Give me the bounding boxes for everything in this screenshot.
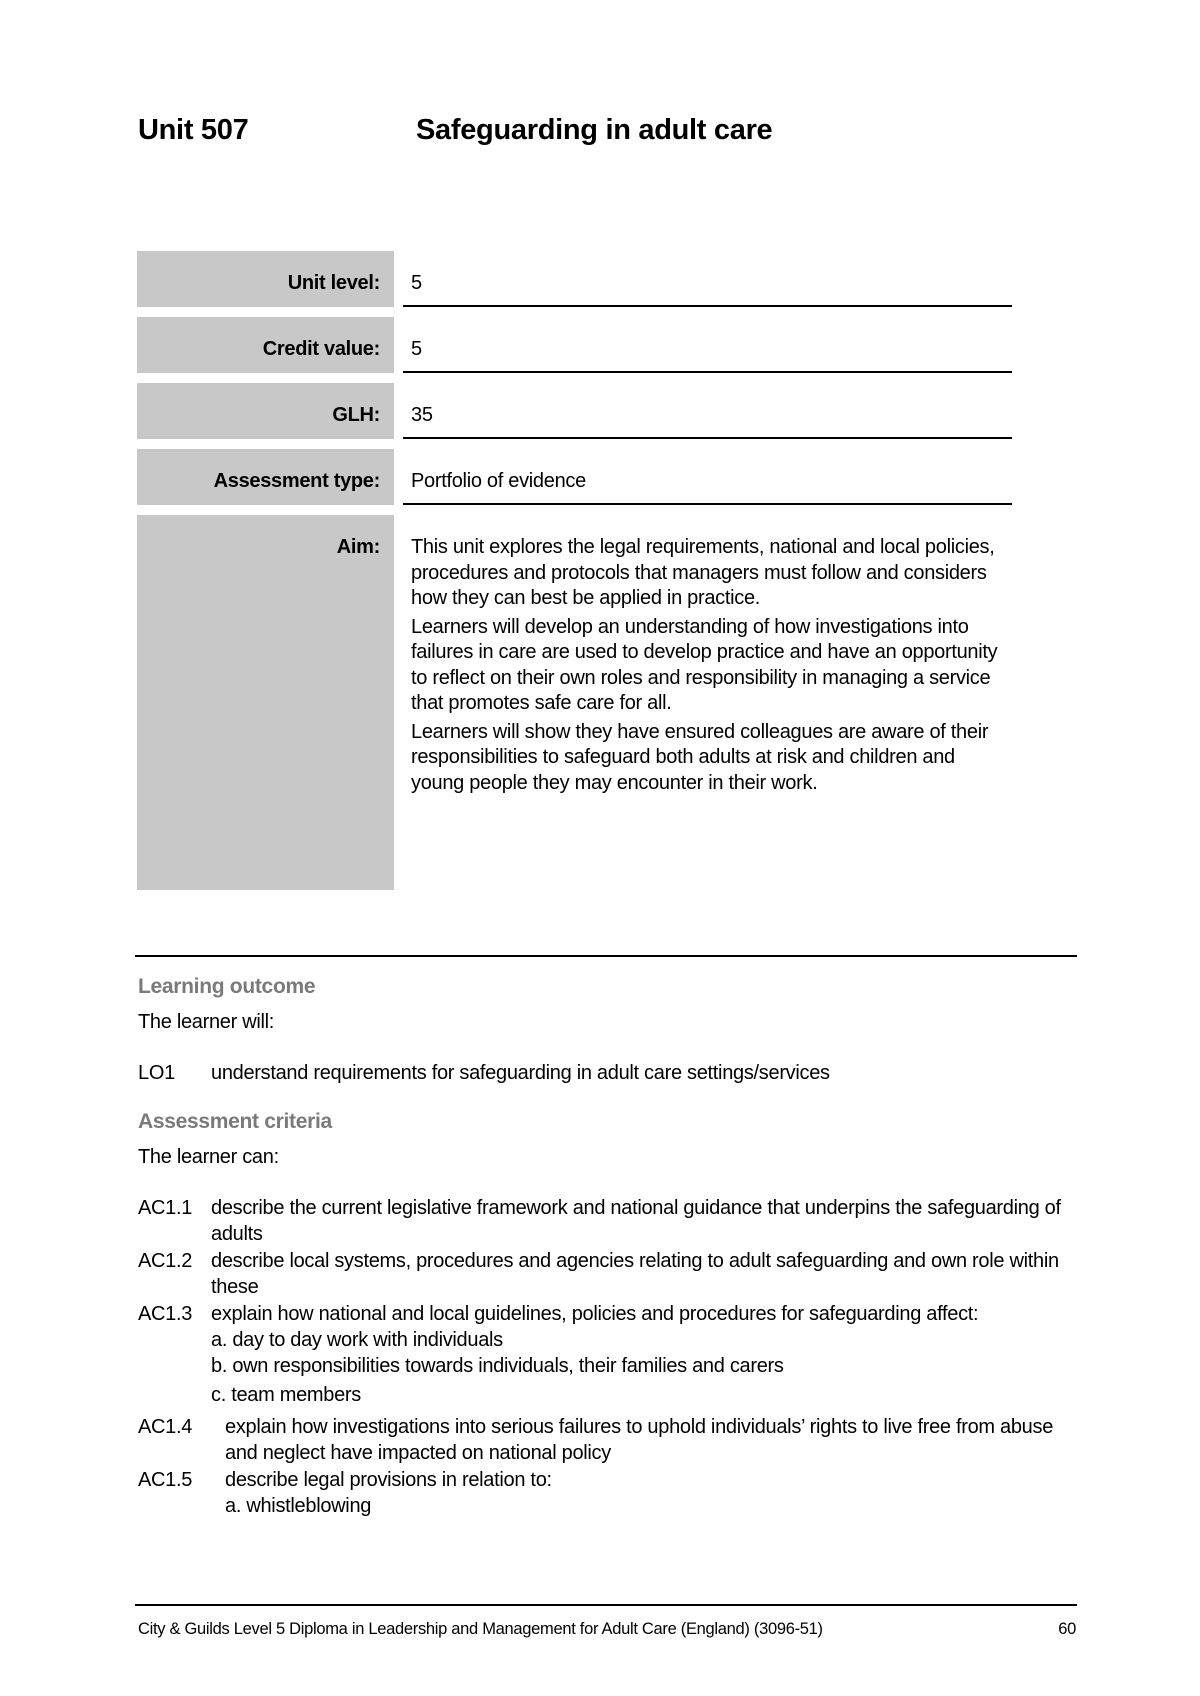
unit-info-table: [137, 251, 1012, 900]
unit-number: Unit 507: [138, 114, 249, 146]
page-number: 60: [1058, 1620, 1076, 1638]
learning-outcome-item: [138, 1062, 1068, 1085]
unit-level-value: 5: [403, 251, 1012, 307]
aim-paragraph: This unit explores the legal requirements, national and local policies, procedures and protocols that managers must follow and considers how they can best be applied in practice.: [411, 536, 995, 609]
criterion-sub-list: [225, 1494, 1078, 1520]
aim-row: [137, 515, 1012, 890]
criterion-text: describe local systems, procedures and agencies relating to adult safeguarding and own role within these: [211, 1250, 1059, 1298]
aim-label: Aim:: [137, 515, 394, 890]
learning-outcome-intro: The learner will:: [138, 1011, 275, 1033]
criterion-code: AC1.3: [138, 1303, 193, 1325]
aim-paragraph: Learners will develop an understanding of how investigations into failures in care are used to develop practice and have an opportunity to reflect on their own roles and responsibility in managing a service that promotes safe care for all.: [411, 615, 998, 714]
assessment-type-value: Portfolio of evidence: [403, 449, 1012, 505]
aim-paragraph: Learners will show they have ensured colleagues are aware of their responsibilities to safeguard both adults at risk and children and young people they may encounter in their work.: [411, 720, 989, 794]
aim-text: [403, 515, 1012, 890]
criterion-code: AC1.4: [138, 1416, 193, 1438]
glh-row: [137, 383, 1012, 439]
glh-label: GLH:: [137, 383, 394, 439]
credit-value-row: [137, 317, 1012, 373]
unit-level-label: Unit level:: [137, 251, 394, 307]
criterion-text: describe the current legislative framework and national guidance that underpins the safeguarding of adults: [211, 1197, 1061, 1245]
unit-heading: [138, 114, 958, 154]
credit-value-label: Credit value:: [137, 317, 394, 373]
criterion-sub-item: c. team members: [211, 1383, 361, 1406]
unit-title: Safeguarding in adult care: [416, 114, 773, 146]
assessment-type-label: Assessment type:: [137, 449, 394, 505]
assessment-criteria-intro: The learner can:: [138, 1146, 279, 1168]
footer-divider: [135, 1604, 1077, 1606]
criterion-text: describe legal provisions in relation to:: [225, 1469, 552, 1491]
criterion-code: AC1.2: [138, 1250, 193, 1272]
learning-outcome-heading: Learning outcome: [138, 975, 316, 998]
credit-value-value: 5: [403, 317, 1012, 373]
page-footer: [138, 1620, 1076, 1639]
criterion-item: [138, 1302, 1078, 1409]
criterion-sub-list: [211, 1328, 1078, 1409]
criterion-item: [138, 1196, 1078, 1247]
criterion-sub-item: b. own responsibilities towards individuals, their families and carers: [211, 1355, 784, 1377]
assessment-criteria-heading: Assessment criteria: [138, 1110, 332, 1133]
section-divider: [135, 955, 1077, 957]
criterion-sub-item: a. day to day work with individuals: [211, 1328, 503, 1351]
criterion-item: [138, 1415, 1078, 1466]
criterion-item: [138, 1468, 1078, 1520]
unit-level-row: [137, 251, 1012, 307]
assessment-criteria-list: [138, 1196, 1078, 1522]
criterion-text: explain how investigations into serious failures to uphold individuals’ rights to live free from abuse and neglect have impacted on national policy: [225, 1416, 1054, 1464]
criterion-code: AC1.1: [138, 1197, 193, 1219]
criterion-sub-item: a. whistleblowing: [225, 1494, 372, 1517]
learning-outcome-code: LO1: [138, 1062, 175, 1084]
glh-value: 35: [403, 383, 1012, 439]
learning-outcome-text: understand requirements for safeguarding in adult care settings/services: [211, 1062, 830, 1084]
assessment-type-row: [137, 449, 1012, 505]
criterion-item: [138, 1249, 1078, 1300]
footer-text: City & Guilds Level 5 Diploma in Leadership and Management for Adult Care (England) (3096-51): [138, 1620, 823, 1638]
criterion-text: explain how national and local guidelines, policies and procedures for safeguarding affect:: [211, 1303, 979, 1325]
criterion-code: AC1.5: [138, 1469, 193, 1491]
